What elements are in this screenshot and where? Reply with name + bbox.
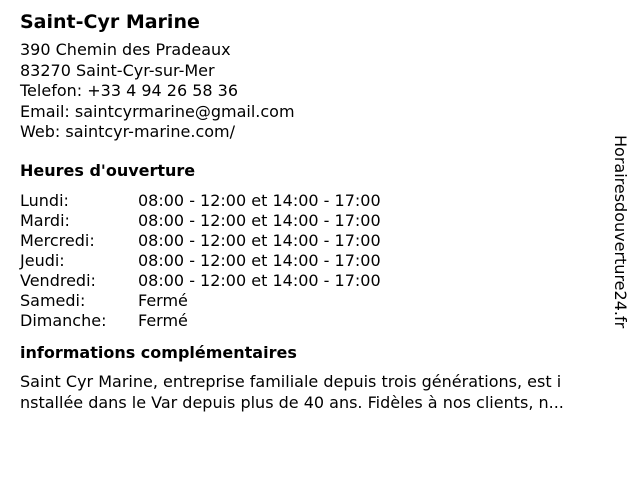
- hours-row-tuesday: [20, 211, 620, 231]
- info-text-line: nstallée dans le Var depuis plus de 40 ans. Fidèles à nos clients, n...: [20, 392, 564, 412]
- hours-row-wednesday: [20, 231, 620, 251]
- address-city: 83270 Saint-Cyr-sur-Mer: [20, 60, 215, 80]
- hours-row-monday: [20, 191, 620, 211]
- business-name: Saint-Cyr Marine: [20, 11, 200, 33]
- address-street: 390 Chemin des Pradeaux: [20, 40, 231, 59]
- day-label: Lundi:: [20, 190, 69, 210]
- day-label: Samedi:: [20, 290, 86, 310]
- hours-row-thursday: [20, 251, 620, 271]
- day-hours: 08:00 - 12:00 et 14:00 - 17:00: [138, 250, 381, 270]
- day-label: Dimanche:: [20, 310, 107, 330]
- hours-heading: Heures d'ouverture: [20, 160, 196, 180]
- day-label: Mercredi:: [20, 230, 95, 250]
- phone-line: Telefon: +33 4 94 26 58 36: [20, 81, 239, 100]
- day-label: Mardi:: [20, 210, 70, 230]
- hours-table: [20, 191, 620, 331]
- day-label: Vendredi:: [20, 270, 96, 290]
- site-watermark: Horairesdouverture24.fr: [611, 135, 630, 329]
- hours-row-sunday: [20, 311, 620, 331]
- day-hours: Fermé: [138, 310, 188, 330]
- day-label: Jeudi:: [20, 250, 65, 270]
- day-hours: 08:00 - 12:00 et 14:00 - 17:00: [138, 270, 381, 290]
- day-hours: Fermé: [138, 290, 188, 310]
- day-hours: 08:00 - 12:00 et 14:00 - 17:00: [138, 230, 381, 250]
- business-card: [20, 10, 620, 413]
- day-hours: 08:00 - 12:00 et 14:00 - 17:00: [138, 210, 381, 230]
- email-line: Email: saintcyrmarine@gmail.com: [20, 101, 295, 121]
- info-description: [20, 371, 620, 413]
- info-heading: informations complémentaires: [20, 342, 297, 362]
- day-hours: 08:00 - 12:00 et 14:00 - 17:00: [138, 190, 381, 210]
- contact-block: [20, 40, 620, 143]
- hours-row-saturday: [20, 291, 620, 311]
- hours-row-friday: [20, 271, 620, 291]
- web-line: Web: saintcyr-marine.com/: [20, 122, 235, 141]
- info-text-line: Saint Cyr Marine, entreprise familiale depuis trois générations, est i: [20, 371, 562, 391]
